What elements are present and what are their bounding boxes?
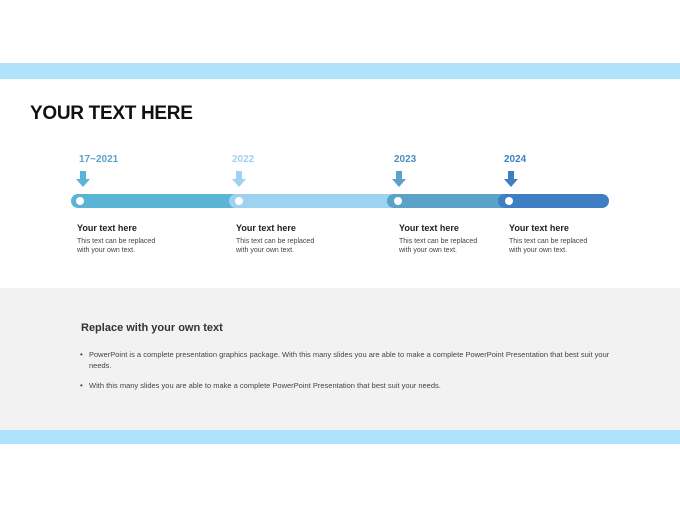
timeline-item-body: This text can be replaced with your own text. xyxy=(509,238,588,254)
down-arrow-icon xyxy=(504,171,518,187)
down-arrow-icon xyxy=(76,171,90,187)
timeline-year-1: 17~2021 xyxy=(79,154,119,165)
timeline-segment-4 xyxy=(498,194,609,208)
timeline-segment-2 xyxy=(229,194,405,208)
timeline-marker-dot xyxy=(394,197,402,205)
timeline-item-body: This text can be replaced with your own text. xyxy=(77,238,156,254)
timeline-marker-dot xyxy=(505,197,513,205)
timeline-year-3: 2023 xyxy=(394,154,417,165)
timeline-segment-1 xyxy=(71,194,245,208)
timeline-item-heading: Your text here xyxy=(236,223,296,233)
timeline-item-heading: Your text here xyxy=(509,223,569,233)
timeline-item-heading: Your text here xyxy=(77,223,137,233)
timeline-year-2: 2022 xyxy=(232,154,255,165)
timeline-year-4: 2024 xyxy=(504,154,527,165)
bullet-item: • PowerPoint is a complete presentation graphics package. With this many slides you are able to make a complete PowerPoint Presentation that best suit your needs. xyxy=(80,349,610,371)
top-accent-band xyxy=(0,63,680,79)
timeline-marker-dot xyxy=(76,197,84,205)
slide-title: YOUR TEXT HERE xyxy=(30,103,193,124)
bullet-item: • With this many slides you are able to make a complete PowerPoint Presentation that best suit your needs. xyxy=(80,380,610,391)
timeline-segment-3 xyxy=(387,194,513,208)
bottom-accent-band xyxy=(0,430,680,444)
timeline-item-body: This text can be replaced with your own text. xyxy=(399,238,478,254)
timeline-item-body: This text can be replaced with your own text. xyxy=(236,238,315,254)
timeline-item-heading: Your text here xyxy=(399,223,459,233)
down-arrow-icon xyxy=(232,171,246,187)
timeline-marker-dot xyxy=(235,197,243,205)
down-arrow-icon xyxy=(392,171,406,187)
panel-title: Replace with your own text xyxy=(81,322,223,334)
bullet-list xyxy=(80,349,610,400)
